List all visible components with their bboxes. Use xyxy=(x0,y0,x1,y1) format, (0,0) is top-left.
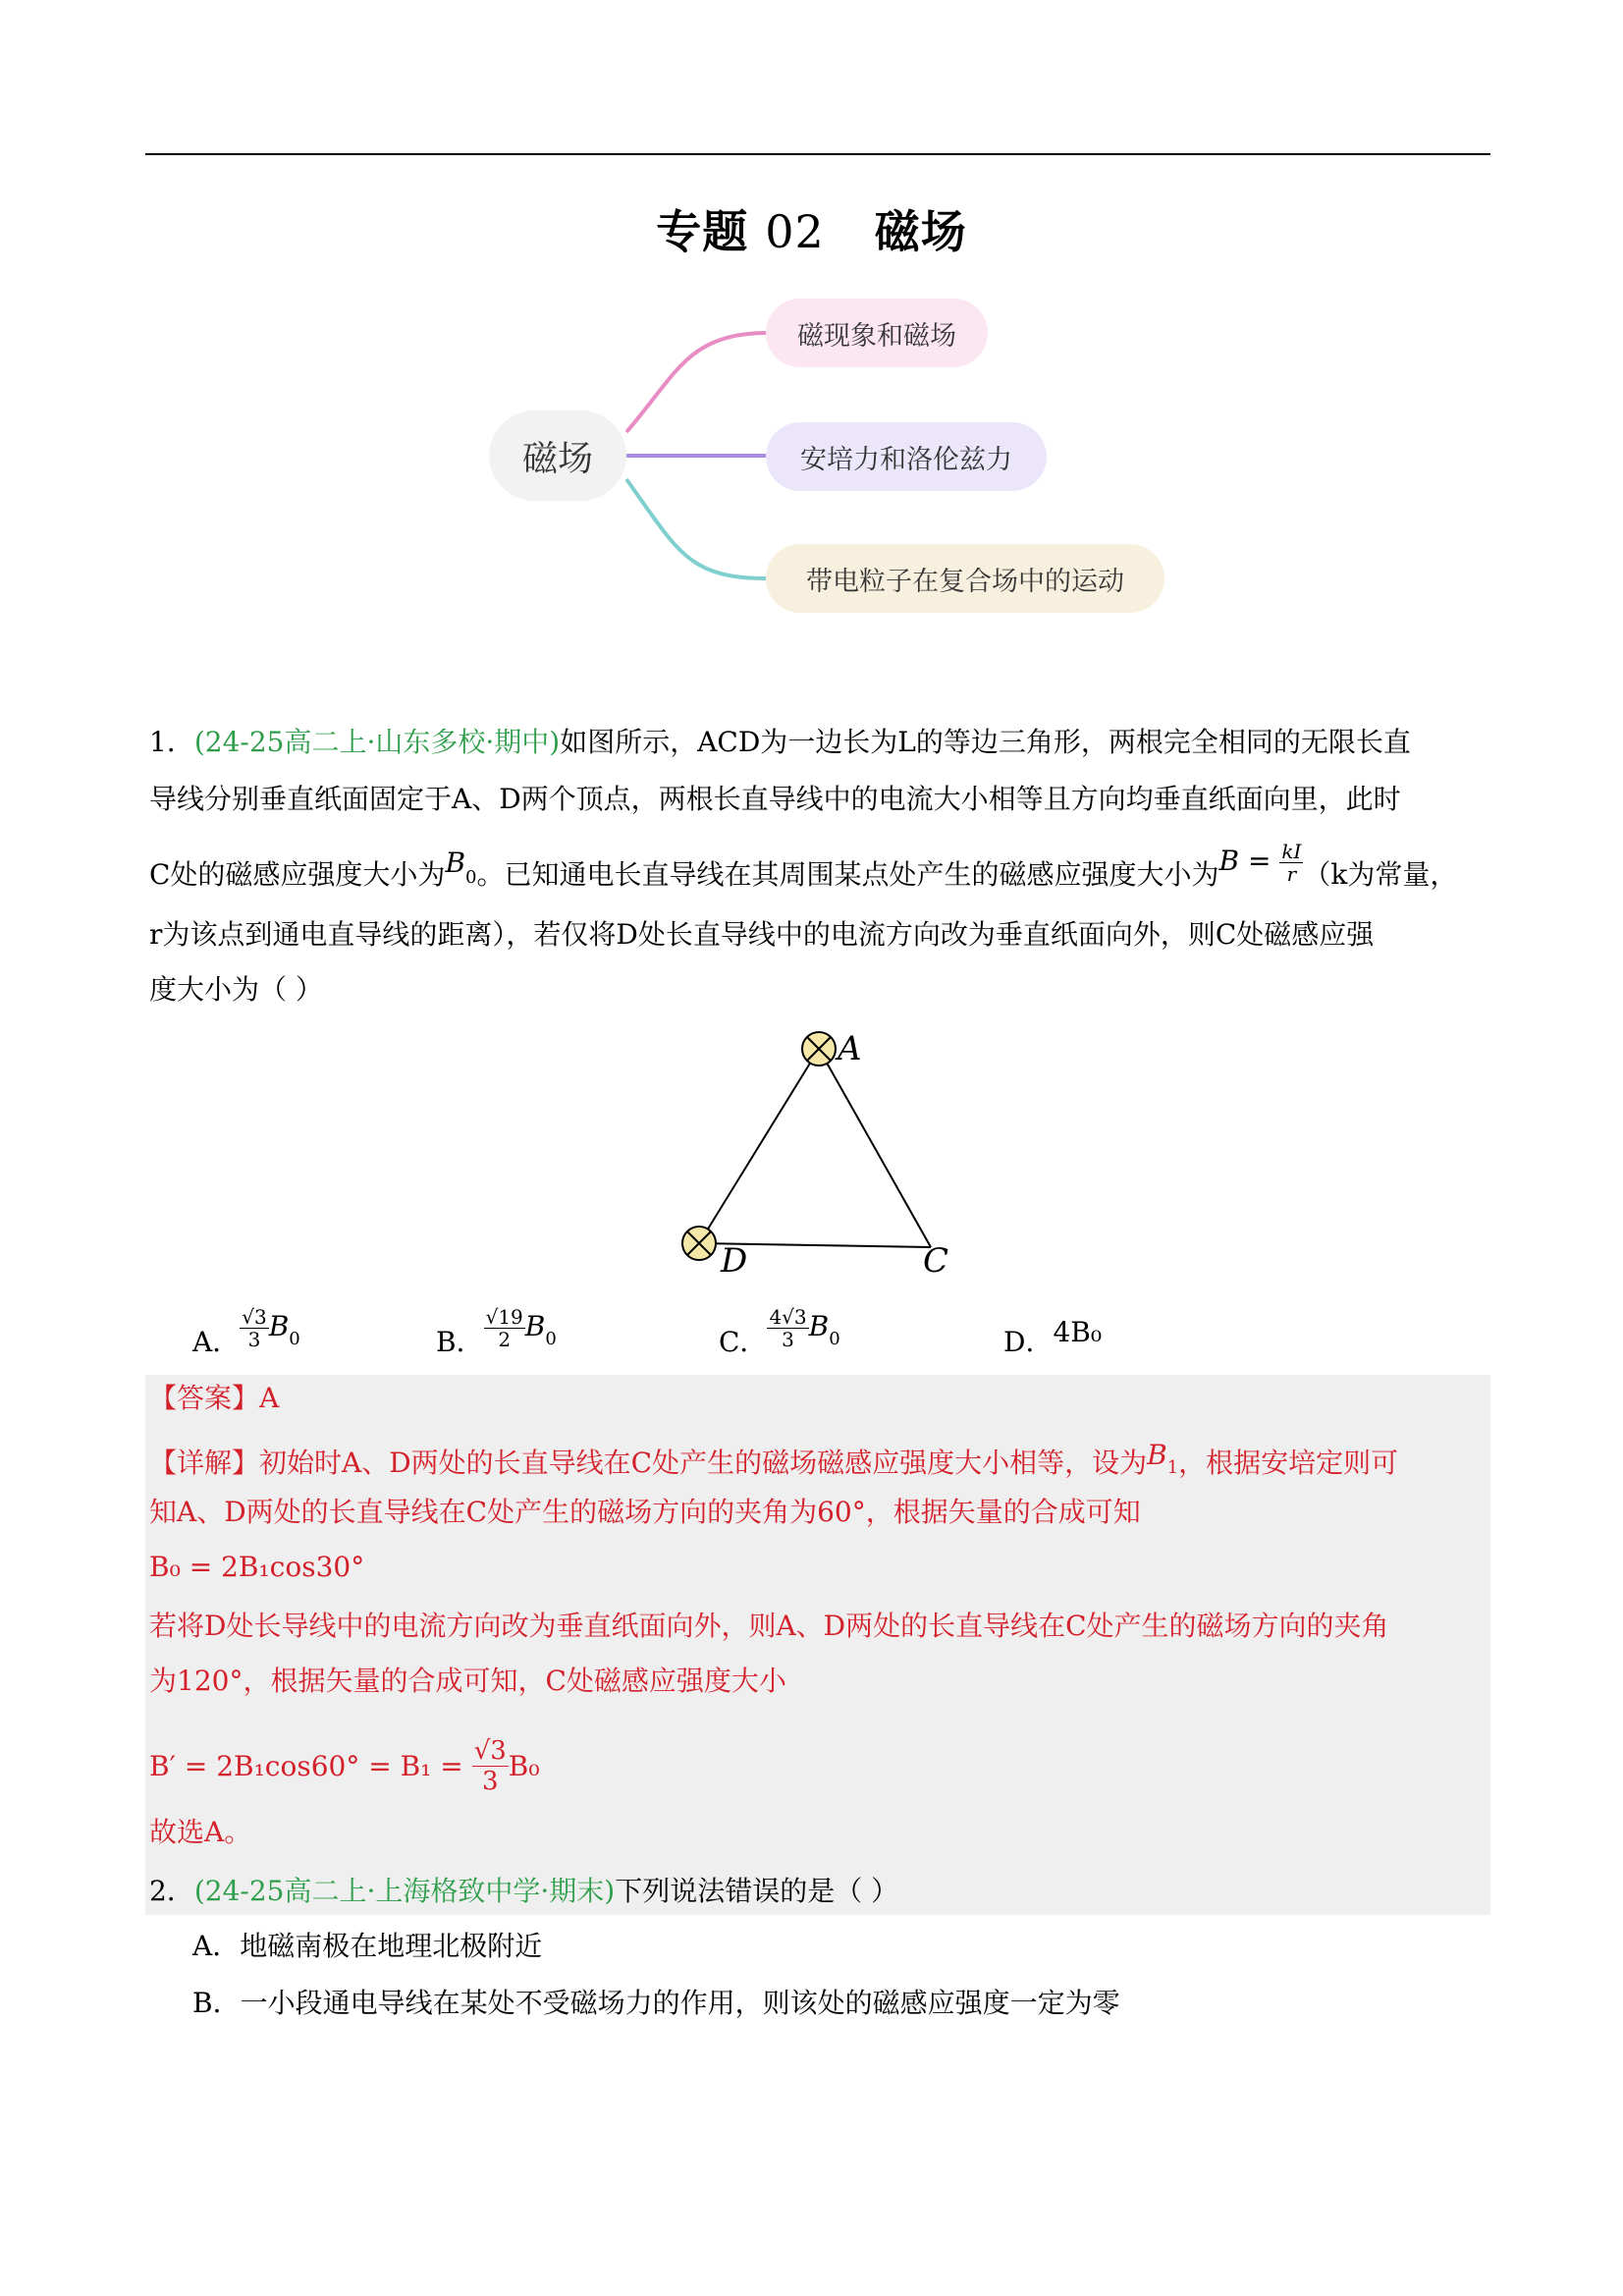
mindmap-child-2: 安培力和洛伦兹力 xyxy=(766,422,1047,491)
detail-eq2: B′ = 2B₁cos60° = B₁ = $\frac{√3}{3}$ B₀ xyxy=(149,1736,540,1796)
answer-line: 【答案】A xyxy=(149,1382,280,1414)
q1-option-b[interactable]: B． $\frac{√19}{2}$ $B_0$ xyxy=(436,1305,557,1358)
label-c: C xyxy=(923,1241,949,1281)
mindmap-center: 磁场 xyxy=(489,410,626,501)
q1-line4: r为该点到通电直导线的距离），若仅将D处长直导线中的电流方向改为垂直纸面向外，则C处磁感应强 xyxy=(149,918,1375,951)
q1-line2: 导线分别垂直纸面固定于A、D两个顶点，两根长直导线中的电流大小相等且方向均垂直纸面向里，此时 xyxy=(149,783,1401,815)
side-ad xyxy=(699,1049,819,1243)
q2-option-b[interactable]: B．一小段通电导线在某处不受磁场力的作用，则该处的磁感应强度一定为零 xyxy=(192,1987,1120,2019)
q2-option-a[interactable]: A．地磁南极在地理北极附近 xyxy=(192,1930,543,1962)
mindmap-child-3: 带电粒子在复合场中的运动 xyxy=(766,544,1164,613)
detail-conclusion: 故选A。 xyxy=(149,1816,252,1848)
wire-d-into-page-icon xyxy=(682,1227,716,1260)
detail-line3: 若将D处长导线中的电流方向改为垂直纸面向外，则A、D两处的长直导线在C处产生的磁场方向的夹角 xyxy=(149,1610,1389,1642)
page-title: 专题 02 磁场 xyxy=(656,205,967,258)
q1-line1: 1．(24-25高二上·山东多校·期中)如图所示，ACD为一边长为L的等边三角形，两根完全相同的无限长直 xyxy=(149,726,1411,758)
label-d: D xyxy=(721,1241,748,1281)
q1-line3: C处的磁感应强度大小为$B_0$。已知通电长直导线在其周围某点处产生的磁感应强度大小为B = $\frac{kI}{r}$ （k为常量， xyxy=(149,840,1458,891)
q1-option-c[interactable]: C． $\frac{4√3}{3}$ $B_0$ xyxy=(719,1305,840,1358)
q1-option-a[interactable]: A． $\frac{√3}{3}$ $B_0$ xyxy=(192,1305,300,1358)
detail-eq1: B₀ = 2B₁cos30° xyxy=(149,1551,365,1583)
side-ac xyxy=(819,1049,931,1247)
detail-line4: 为120°，根据矢量的合成可知，C处磁感应强度大小 xyxy=(149,1665,786,1697)
detail-line1: 【详解】初始时A、D两处的长直导线在C处产生的磁场磁感应强度大小相等，设为$B_1$，根据安培定则可 xyxy=(149,1439,1399,1479)
mindmap-child-1: 磁现象和磁场 xyxy=(766,299,988,367)
q1-option-d[interactable]: D．4B₀ xyxy=(1003,1316,1103,1358)
detail-line2: 知A、D两处的长直导线在C处产生的磁场方向的夹角为60°，根据矢量的合成可知 xyxy=(149,1496,1141,1528)
label-a: A xyxy=(838,1029,862,1068)
q2-stem: 2．(24-25高二上·上海格致中学·期末)下列说法错误的是（ ） xyxy=(149,1875,899,1907)
wire-a-into-page-icon xyxy=(802,1032,836,1066)
q1-line5: 度大小为（ ） xyxy=(149,973,323,1006)
